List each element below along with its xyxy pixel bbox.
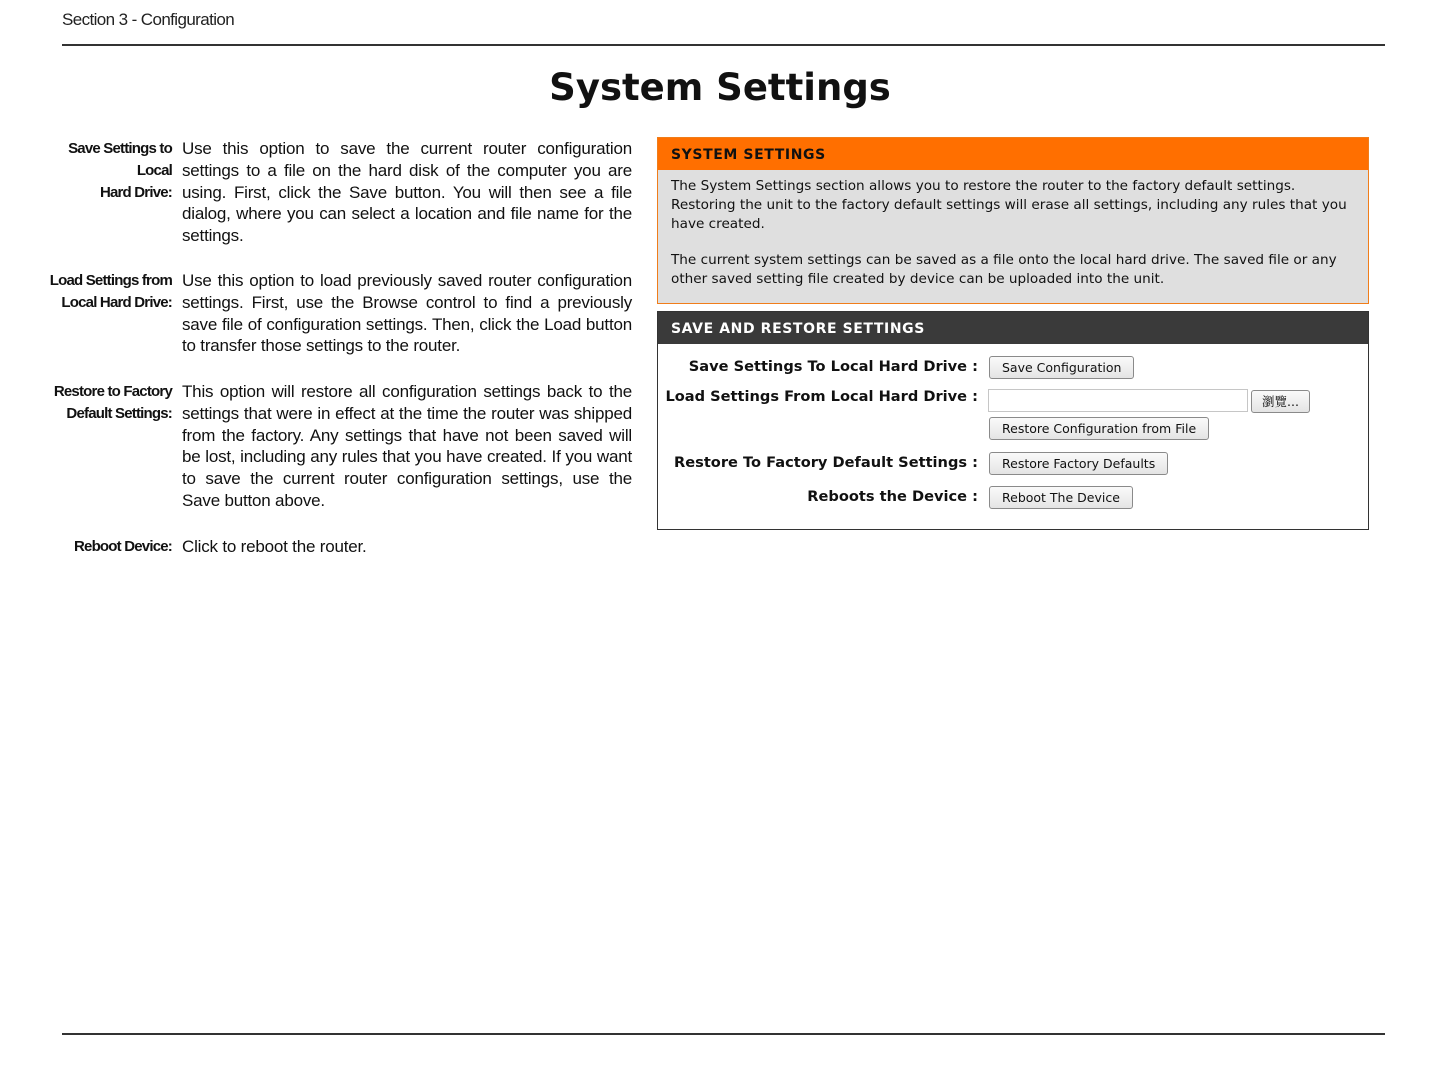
description-label: Reboot Device:: [74, 538, 172, 555]
system-settings-body: [658, 170, 1368, 289]
top-divider: [62, 44, 1385, 46]
bottom-divider: [62, 1033, 1385, 1035]
file-path-input[interactable]: [988, 389, 1248, 412]
system-settings-panel: [657, 137, 1369, 304]
description-text: Use this option to load previously saved router configuration settings. First, use the Browse control to find a previously save file of configuration settings. Then, click the Load button to transfer those settings to the router.: [182, 271, 632, 356]
description-label: Save Settings to Local Hard Drive:: [68, 140, 172, 201]
restore-factory-defaults-button[interactable]: Restore Factory Defaults: [989, 452, 1168, 475]
factory-default-row: [658, 449, 1368, 479]
system-settings-paragraph-2: The current system settings can be saved as a file onto the local hard drive. The saved file or any other saved setting file created by device can be uploaded into the unit.: [671, 252, 1337, 287]
save-settings-label: Save Settings To Local Hard Drive :: [688, 358, 978, 375]
description-text: This option will restore all configuration settings back to the settings that were in effect at the time the router was shipped from the factory. Any settings that have not been saved will be lost, including any rules that you have created. If you want to save the current router configuration settings, use the Save button above.: [182, 382, 632, 510]
description-load-settings: [40, 270, 641, 357]
reboot-row: [658, 483, 1368, 513]
section-header: Section 3 - Configuration: [62, 10, 235, 29]
browse-button[interactable]: 瀏覽...: [1251, 390, 1310, 413]
system-settings-paragraph-1: The System Settings section allows you to restore the router to the factory default settings. Restoring the unit to the factory default settings will erase all settings, including any rules that you have created.: [671, 178, 1347, 232]
description-label: Load Settings from Local Hard Drive:: [49, 272, 172, 311]
restore-file-row: [658, 414, 1368, 444]
reboot-label: Reboots the Device :: [807, 488, 978, 505]
factory-default-label: Restore To Factory Default Settings :: [674, 454, 978, 471]
description-text: Use this option to save the current router configuration settings to a file on the hard disk of the computer you are using. First, click the Save button. You will then see a file dialog, where you can select a location and file name for the settings.: [182, 139, 632, 246]
load-settings-row: [658, 383, 1368, 413]
save-restore-panel: [657, 311, 1369, 530]
load-settings-label: Load Settings From Local Hard Drive :: [665, 388, 978, 405]
save-configuration-button[interactable]: Save Configuration: [989, 356, 1134, 379]
description-save-settings: [40, 138, 641, 247]
system-settings-header: SYSTEM SETTINGS: [658, 138, 1368, 170]
description-reboot-device: [40, 536, 641, 558]
save-settings-row: [658, 353, 1368, 383]
page-title: System Settings: [549, 66, 891, 109]
description-label: Restore to Factory Default Settings:: [53, 383, 172, 422]
description-restore-factory: [40, 381, 641, 512]
reboot-device-button[interactable]: Reboot The Device: [989, 486, 1133, 509]
restore-configuration-button[interactable]: Restore Configuration from File: [989, 417, 1209, 440]
description-text: Click to reboot the router.: [182, 537, 367, 556]
save-restore-header: SAVE AND RESTORE SETTINGS: [658, 312, 1368, 344]
